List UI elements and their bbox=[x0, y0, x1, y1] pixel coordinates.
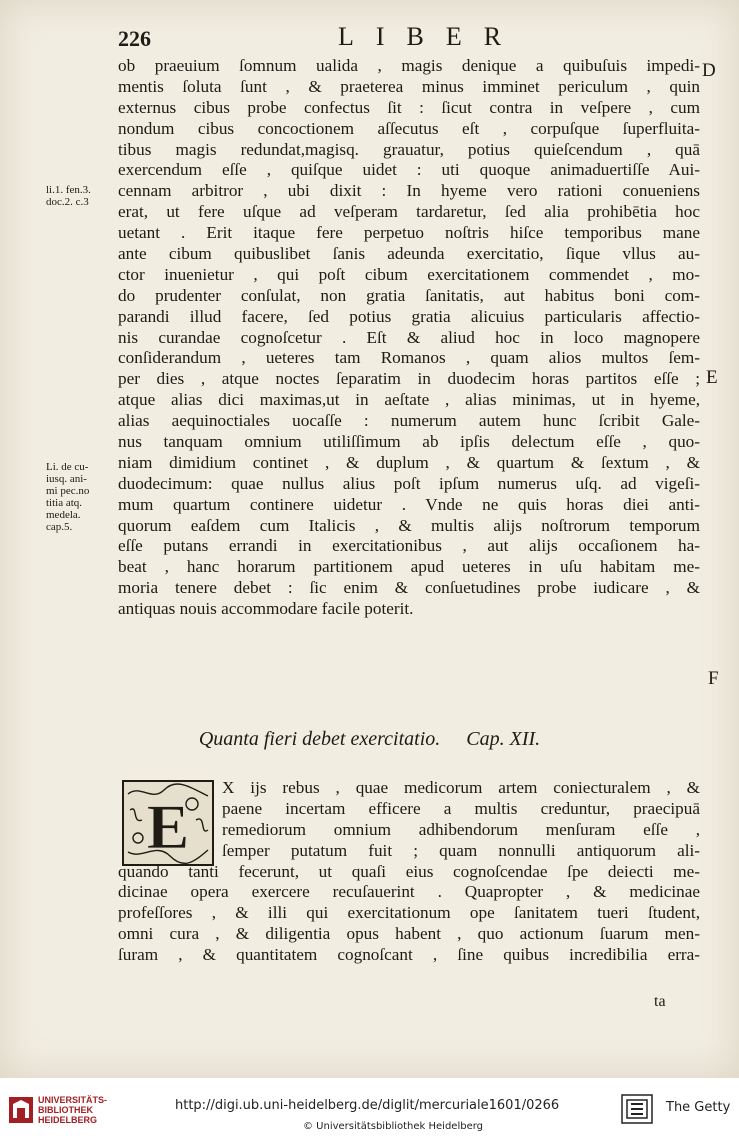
margin-note-line: medela. bbox=[46, 509, 81, 521]
text-line: mentis ſoluta ſunt , & praeterea minus imminet periculum , quin bbox=[118, 76, 700, 96]
text-line: antiquas nouis accommodare facile poterit. bbox=[118, 599, 414, 619]
source-url[interactable]: http://digi.ub.uni-heidelberg.de/diglit/mercuriale1601/0266 bbox=[175, 1098, 560, 1113]
getty-logo-icon bbox=[621, 1094, 653, 1124]
page-number: 226 bbox=[118, 26, 151, 51]
chapter-text-block bbox=[118, 778, 700, 966]
margin-note-avicenna bbox=[46, 184, 122, 208]
main-text-block bbox=[118, 56, 700, 620]
library-name: UNIVERSITÄTS- BIBLIOTHEK HEIDELBERG bbox=[38, 1095, 108, 1125]
section-letter-f: F bbox=[708, 668, 719, 689]
text-line: per dies , atque noctes ſeparatim in duodecim horas partitos eſſe ; bbox=[118, 369, 700, 389]
text-line: X ijs rebus , quae medicorum artem coniecturalem , & bbox=[222, 778, 700, 797]
text-line: mum quartum continere uidetur . Vnde ne quis horas diei anti- bbox=[118, 494, 700, 514]
text-line: uetant . Erit itaque fere perpetuo noſtris hiſce temporibus mane bbox=[118, 223, 700, 243]
margin-note-line: mi pec.no bbox=[46, 485, 90, 497]
drop-cap-letter: E bbox=[146, 791, 190, 862]
text-line: omni cura , & diligentia opus habent , quo actionum ſuarum men- bbox=[118, 924, 700, 944]
margin-note-line: cap.5. bbox=[46, 521, 73, 533]
section-letter-d: D bbox=[702, 60, 716, 81]
text-line: do prudenter conſulat, non gratia ſanitatis, aut habitus boni com- bbox=[118, 285, 700, 305]
text-line: nis curandae cognoſcetur . Eſt & aliud hoc in loco magnopere bbox=[118, 327, 700, 347]
text-line: tibus magis redundat,magisq. grauatur, potius quieſcendum , quā bbox=[118, 139, 700, 159]
text-line: parandi illud facere, ſed potius gratia alicuius particularis affectio- bbox=[118, 306, 700, 326]
text-line: dicinae opera exercere recuſauerint . Quapropter , & medicinae bbox=[118, 882, 700, 902]
text-line: erat, ut fere uſque ad veſperam tardaretur, ſed alia prohibētia hoc bbox=[118, 202, 700, 222]
text-line: paene incertam efficere a multis creduntur, praecipuā bbox=[222, 798, 700, 818]
text-line: beat , hanc horarum partitionem apud ueteres in uſu habitam me- bbox=[118, 557, 700, 577]
text-line: alias aequinoctiales uocaſſe : numerum autem hunc ſcribit Gale- bbox=[118, 411, 700, 431]
text-line: profeſſores , & illi qui exercitationum ope ſanitatem tueri ſtudent, bbox=[118, 903, 700, 923]
text-line: ctor inuenietur , qui poſt cibum exercitationem commendet , mo- bbox=[118, 264, 700, 284]
text-line: cennam arbitror , ubi dixit : In hyeme vero rationi conueniens bbox=[118, 181, 700, 201]
text-line: nondum cibus concoctionem aſſecutus eſt , corpuſque ſuperfluita- bbox=[118, 118, 700, 138]
library-logo-icon bbox=[8, 1096, 34, 1124]
text-line: eſſe putans errandi in exercitationibus , aut alijs occaſionem ha- bbox=[118, 536, 700, 556]
text-line: remediorum omnium adhibendorum menſuram eſſe , bbox=[222, 819, 700, 839]
margin-note-galen bbox=[46, 461, 122, 533]
footer-bar bbox=[0, 1078, 739, 1140]
margin-note-line: doc.2. c.3 bbox=[46, 196, 89, 208]
text-line: externus cibus probe confectus ſit : ſicut contra in veſpere , cum bbox=[118, 97, 700, 117]
text-line: atque alias dici maximas,ut in aeſtate , alias minimas, ut in hyeme, bbox=[118, 390, 700, 410]
margin-note-line: titia atq. bbox=[46, 497, 83, 509]
chapter-title: Quanta fieri debet exercitatio. bbox=[198, 728, 441, 750]
text-line: ob praeuium ſomnum ualida , magis denique a quibuſuis impedi- bbox=[118, 56, 700, 75]
margin-note-line: li.1. fen.3. bbox=[46, 184, 91, 196]
text-line: quorum eaſdem cum Italicis , & multis alijs noſtrorum temporum bbox=[118, 515, 700, 535]
margin-note-line: Li. de cu- bbox=[46, 461, 89, 473]
catchword: ta bbox=[654, 993, 666, 1010]
text-line: duodecimum: quae nullus alius poſt ipſum numerus uſq. ad vigeſi- bbox=[118, 473, 700, 493]
text-line: ſemper putatum fuit ; quam nonnulli antiquorum ali- bbox=[222, 840, 700, 860]
text-line: moria tenere debet : ſic enim & conſuetudines probe iudicare , & bbox=[118, 578, 700, 598]
margin-note-line: iusq. ani- bbox=[46, 473, 87, 485]
text-line: exercendum eſſe , quiſque uidet : uti quoque animaduertiſſe Aui- bbox=[118, 160, 700, 180]
copyright-notice: © Universitätsbibliothek Heidelberg bbox=[303, 1121, 484, 1132]
text-line: nus tanquam omnium utiliſſimum ab ipſis delectum eſſe , quo- bbox=[118, 432, 700, 452]
text-line: ante cibum quibuslibet ſanis adeunda exercitatio, ſique vllus au- bbox=[118, 244, 700, 264]
chapter-number: Cap. XII. bbox=[466, 728, 541, 750]
partner-name: The Getty bbox=[666, 1100, 731, 1115]
chapter-heading bbox=[0, 728, 739, 751]
text-line: conſiderandum , ueteres tam Romanos , quam alios multos ſem- bbox=[118, 348, 700, 368]
text-line: ſuram , & quantitatem cognoſcant , ſine quibus incredibilia erra- bbox=[118, 945, 700, 965]
running-head: LIBER bbox=[338, 22, 524, 51]
text-line: quando tanti fecerunt, ut quaſi eius cognoſcendae ſpe deiecti me- bbox=[118, 861, 700, 881]
section-letter-e: E bbox=[706, 367, 718, 388]
text-line: niam dimidium continet , & duplum , & quartum & ſextum , & bbox=[118, 452, 700, 472]
